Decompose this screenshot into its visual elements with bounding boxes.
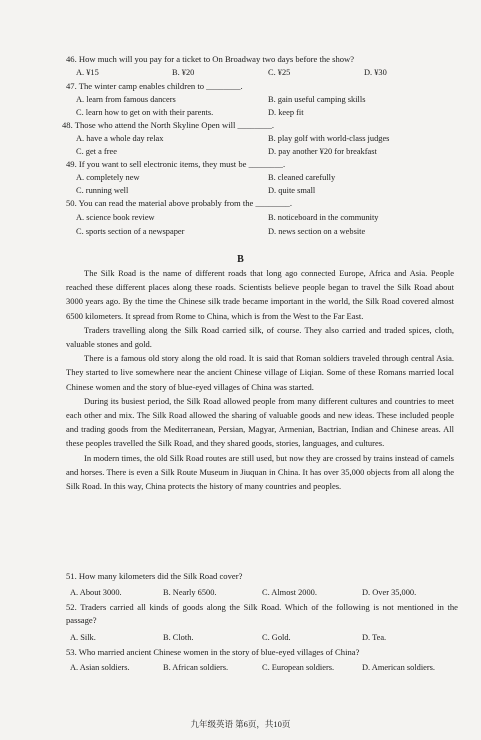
q48-option-b: B. play golf with world-class judges (268, 134, 390, 143)
q53-option-d: D. American soldiers. (362, 663, 436, 672)
q52-option-c: C. Gold. (262, 633, 291, 642)
q51-option-b: B. Nearly 6500. (163, 588, 217, 597)
question-50-stem: 50. You can read the material above probably from the ________. (66, 198, 293, 208)
q49-option-d: D. quite small (268, 186, 316, 195)
question-52-stem: 52. Traders carried all kinds of goods along the Silk Road. Which of the following is not mentioned in the passage? (66, 602, 458, 625)
q49-option-b: B. cleaned carefully (268, 173, 336, 182)
q47-option-d: D. keep fit (268, 108, 304, 117)
q53-option-b: B. African soldiers. (163, 663, 229, 672)
q50-option-b: B. noticeboard in the community (268, 213, 379, 222)
q48-option-a: A. have a whole day relax (76, 134, 164, 143)
q50-option-c: C. sports section of a newspaper (76, 227, 185, 236)
q46-option-d: D. ¥30 (364, 68, 387, 77)
passage-paragraph-5: In modern times, the old Silk Road routes are still used, but now they are crossed by trains instead of camels and horses. There is even a Silk Route Museum in Jiuquan in China. It has over 35,000 objects from all along the Silk Road. In this way, China protects the history of many countries and peoples. (66, 452, 454, 492)
q47-option-c: C. learn how to get on with their parents. (76, 108, 214, 117)
q49-option-a: A. completely new (76, 173, 140, 182)
q51-option-d: D. Over 35,000. (362, 588, 417, 597)
q52-option-b: B. Cloth. (163, 633, 194, 642)
q46-option-c: C. ¥25 (268, 68, 291, 77)
passage-paragraph-2: Traders travelling along the Silk Road carried silk, of course. They also carried and traded spices, cloth, valuable stones and gold. (66, 324, 454, 350)
q52-option-a: A. Silk. (70, 633, 96, 642)
q50-option-a: A. science book review (76, 213, 155, 222)
passage-paragraph-1: The Silk Road is the name of different roads that long ago connected Europe, Africa and Asia. People reached these different places along these roads. Scientists believe people began to travel the Silk Road about 3000 years ago. By the time the Chinese silk trade became important in the world, the Silk Road covered almost 6500 kilometers. It spread from Rome to China, which is from the West to the Far East. (66, 268, 454, 321)
q46-option-b: B. ¥20 (172, 68, 195, 77)
question-49-stem: 49. If you want to sell electronic items, they must be ________. (66, 159, 286, 169)
passage-paragraph-4: During its busiest period, the Silk Road allowed people from many different cultures and countries to meet each other and mix. The Silk Road allowed the sharing of valuable goods and new ideas. These included people and trading goods from the Mediterranean, Persian, Magyar, Armenian, Bactrian, Indian and Chinese areas. All these peoples travelled the Silk Road, and they shared goods, stories, languages, and cultures. (66, 395, 454, 449)
q51-option-a: A. About 3000. (70, 588, 122, 597)
question-53-stem: 53. Who married ancient Chinese women in the story of blue-eyed villages of China? (66, 647, 360, 657)
q53-option-a: A. Asian soldiers. (70, 663, 130, 672)
question-46-stem: 46. How much will you pay for a ticket to On Broadway two days before the show? (66, 54, 355, 64)
q47-option-a: A. learn from famous dancers (76, 95, 176, 104)
q49-option-c: C. running well (76, 186, 129, 195)
q50-option-d: D. news section on a website (268, 227, 366, 236)
q48-option-d: D. pay another ¥20 for breakfast (268, 147, 377, 156)
question-47-stem: 47. The winter camp enables children to ________. (66, 81, 243, 91)
question-51-stem: 51. How many kilometers did the Silk Road cover? (66, 571, 243, 581)
reading-passage (66, 266, 454, 493)
q51-option-c: C. Almost 2000. (262, 588, 317, 597)
page-footer: 九年级英语 第6页，共10页 (190, 719, 291, 729)
q48-option-c: C. get a free (76, 147, 117, 156)
q47-option-b: B. gain useful camping skills (268, 95, 366, 104)
q53-option-c: C. European soldiers. (262, 663, 335, 672)
q46-option-a: A. ¥15 (76, 68, 99, 77)
section-heading: B (237, 254, 244, 265)
q52-option-d: D. Tea. (362, 633, 387, 642)
passage-paragraph-3: There is a famous old story along the old road. It is said that Roman soldiers traveled through central Asia. They started to live somewhere near the ancient Chinese village of Liqian. Some of these Romans married local Chinese women and the story of blue-eyed villages of China was started. (66, 353, 454, 392)
question-48-stem: 48. Those who attend the North Skyline Open will ________. (62, 120, 275, 130)
